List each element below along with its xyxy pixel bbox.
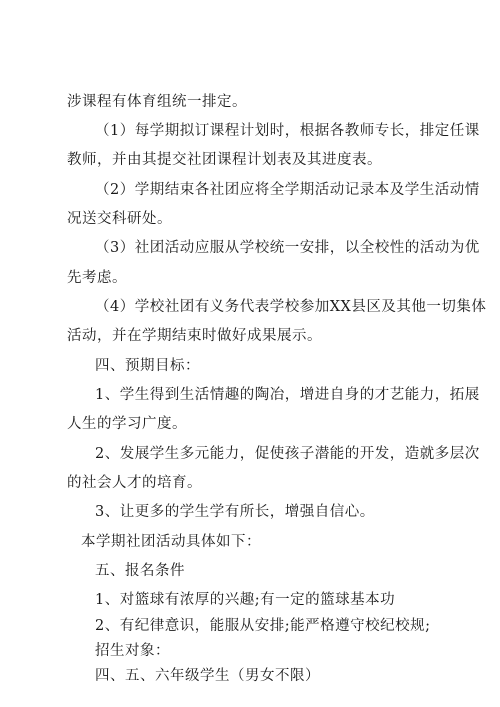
section-heading: 四、预期目标：	[95, 358, 200, 374]
text-line: 涉课程有体育组统一排定。	[67, 94, 247, 110]
text-line: 教师，并由其提交社团课程计划表及其进度表。	[67, 152, 382, 168]
text-line: 2、有纪律意识，能服从安排;能严格遵守校纪校规;	[95, 618, 431, 634]
text-line: 人生的学习广度。	[67, 416, 187, 432]
text-line: （2）学期结束各社团应将全学期活动记录本及学生活动情	[95, 182, 480, 198]
text-line: （1）每学期拟订课程计划时，根据各教师专长，排定任课	[95, 123, 480, 139]
text-line: 先考虑。	[67, 270, 127, 286]
text-line: （3）社团活动应服从学校统一安排，以全校性的活动为优	[95, 240, 480, 256]
text-line: （4）学校社团有义务代表学校参加XX县区及其他一切集体	[95, 299, 487, 315]
text-line: 2、发展学生多元能力，促使孩子潜能的开发，造就多层次	[95, 446, 480, 462]
text-line: 的社会人才的培育。	[67, 475, 202, 491]
section-heading: 五、报名条件	[95, 563, 185, 579]
text-line: 四、五、六年级学生（男女不限）	[95, 668, 320, 684]
text-line: 本学期社团活动具体如下：	[81, 534, 261, 550]
text-line: 活动，并在学期结束时做好成果展示。	[67, 328, 322, 344]
text-line: 1、学生得到生活情趣的陶冶，增进自身的才艺能力，拓展	[95, 387, 480, 403]
text-line: 3、让更多的学生学有所长，增强自信心。	[95, 504, 375, 520]
text-line: 招生对象：	[95, 643, 170, 659]
text-line: 况送交科研处。	[67, 211, 172, 227]
text-line: 1、对篮球有浓厚的兴趣;有一定的篮球基本功	[95, 592, 396, 608]
